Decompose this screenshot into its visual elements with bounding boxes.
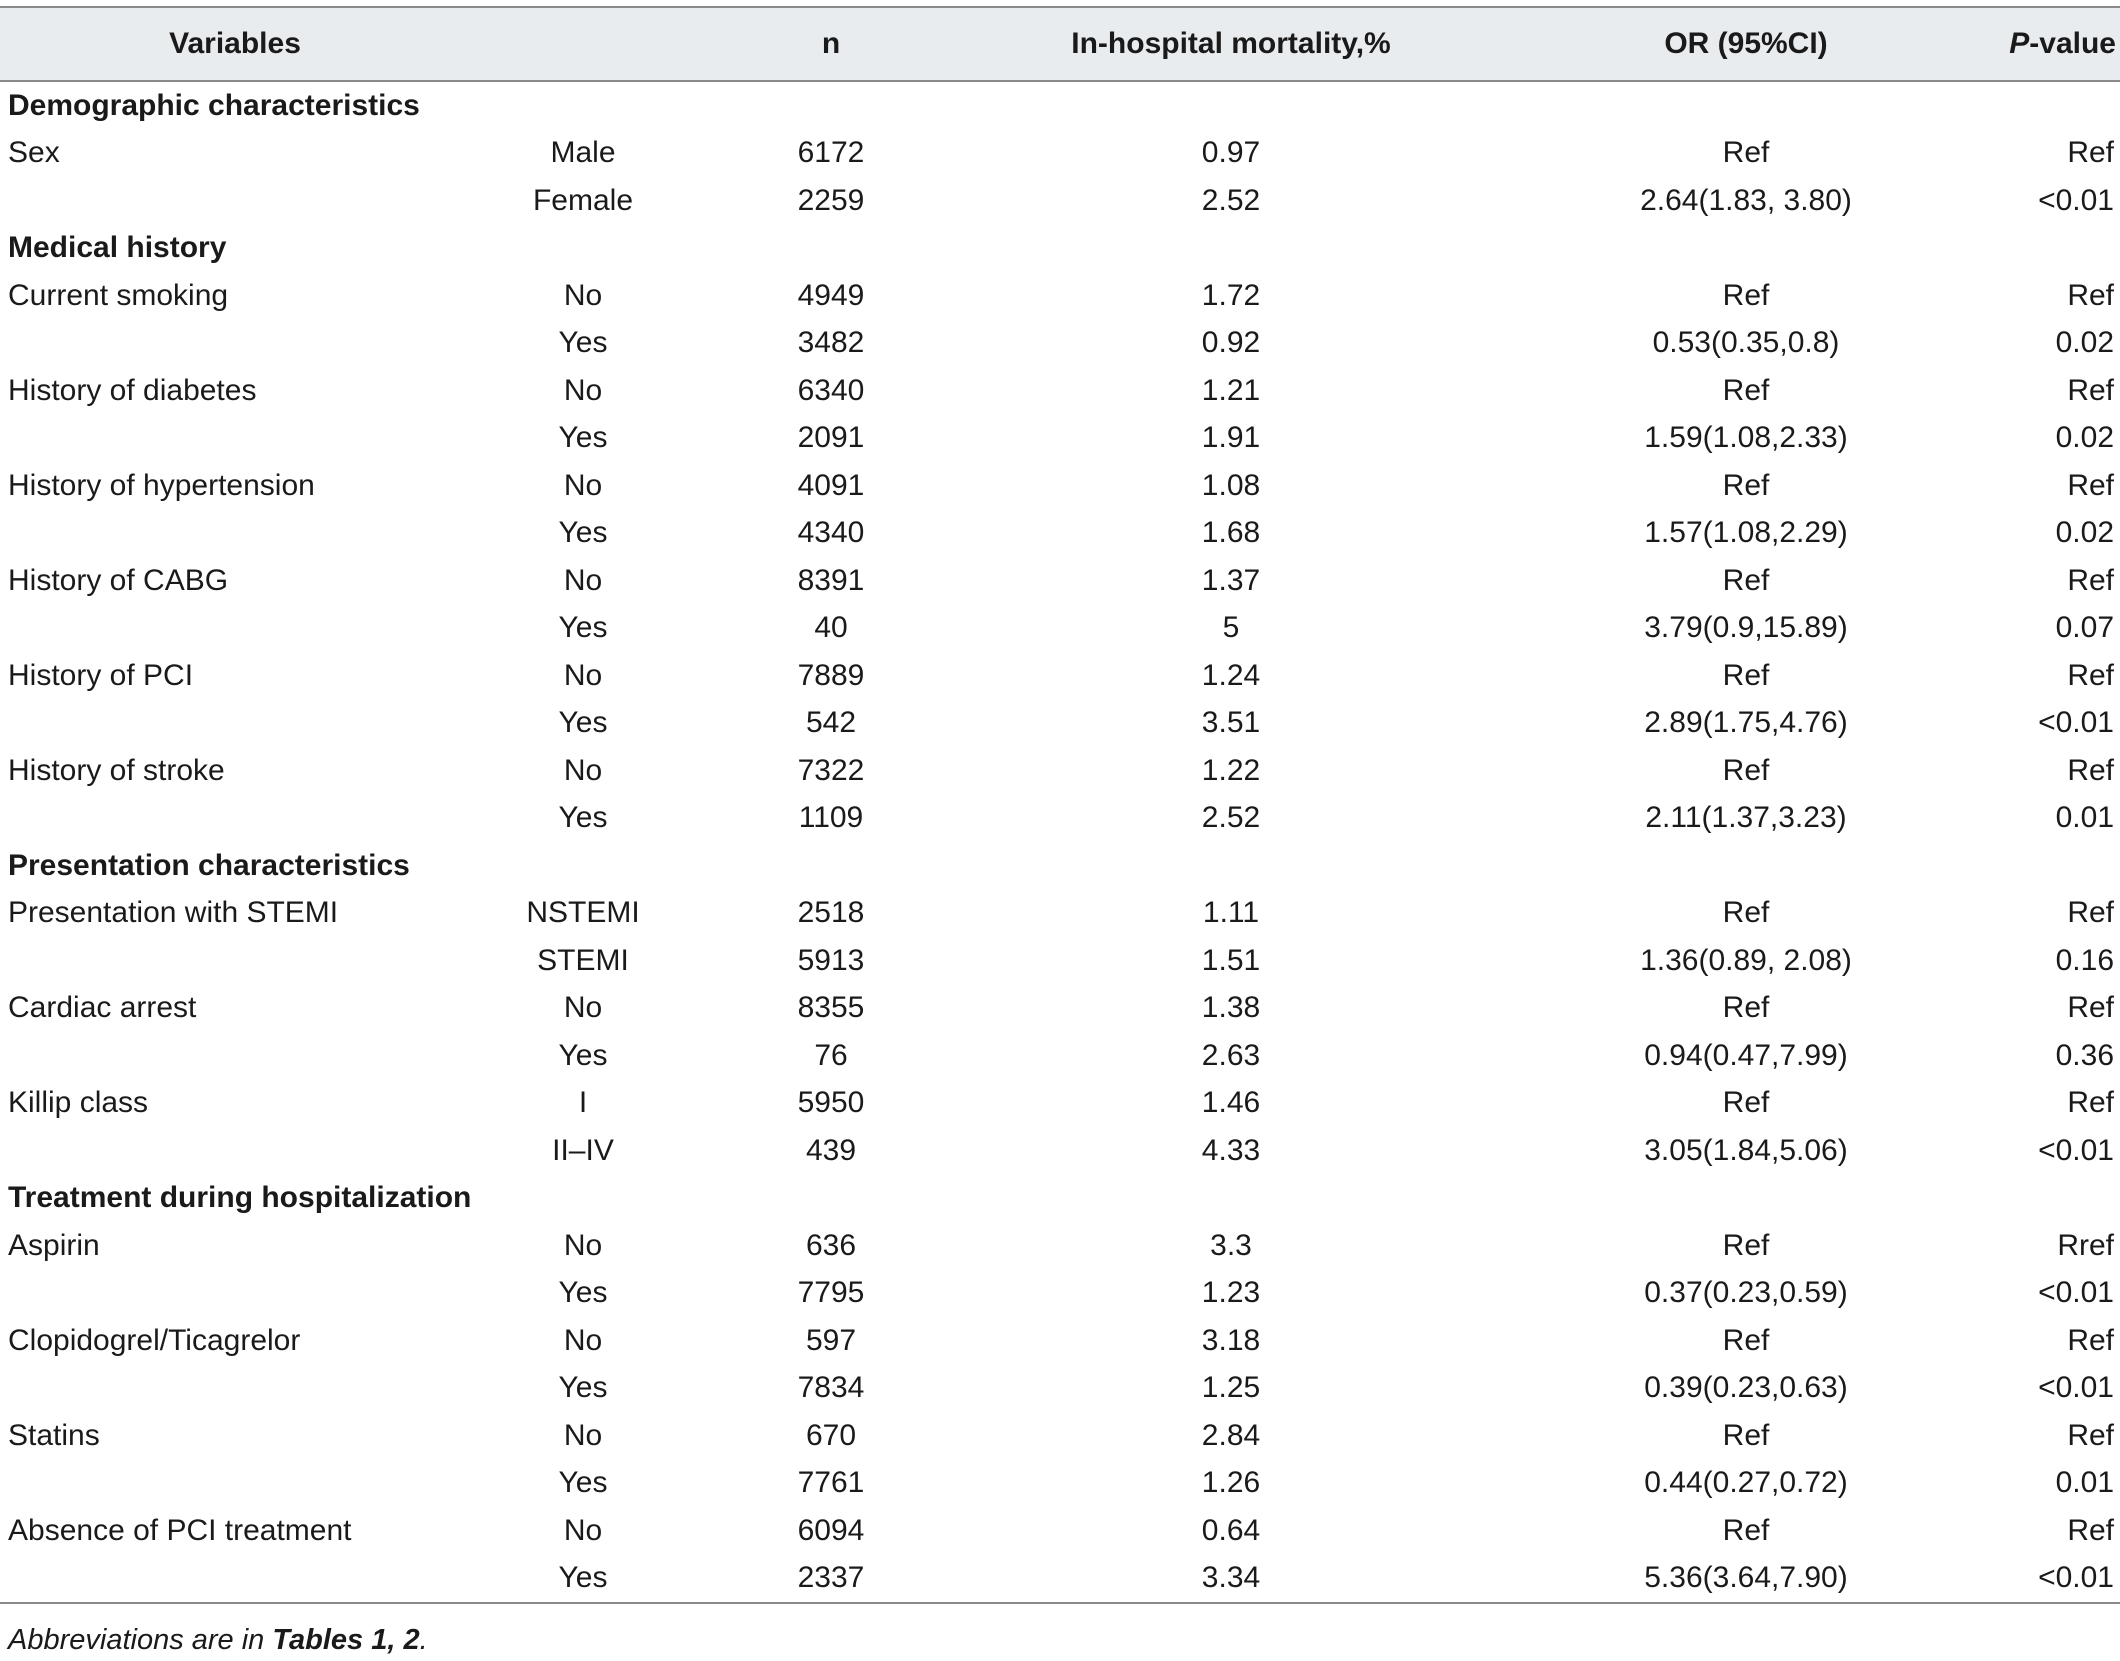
variable-cell	[0, 1270, 470, 1318]
variable-cell	[0, 700, 470, 748]
or-cell: 3.79(0.9,15.89)	[1644, 611, 1848, 645]
or-cell: Ref	[1722, 1418, 1770, 1452]
p-value-cell: Ref	[2067, 991, 2114, 1025]
level-cell: No	[563, 468, 603, 502]
p-value-cell: Ref	[2067, 563, 2114, 597]
p-value-cell: 0.36	[2055, 1038, 2114, 1072]
table-row	[0, 652, 2120, 700]
n-cell: 542	[805, 706, 857, 740]
table-row	[0, 1270, 2120, 1318]
mortality-cell: 3.51	[1201, 706, 1261, 740]
mortality-cell: 1.08	[1201, 468, 1261, 502]
n-cell: 7761	[797, 1466, 865, 1500]
or-cell: Ref	[1722, 991, 1770, 1025]
p-value-cell: Ref	[2067, 1086, 2114, 1120]
mortality-cell: 1.11	[1202, 896, 1260, 930]
variable-cell	[0, 1365, 470, 1413]
mortality-cell: 1.38	[1201, 991, 1261, 1025]
level-cell: No	[563, 1323, 603, 1357]
n-cell: 7322	[797, 753, 865, 787]
or-cell: Ref	[1722, 563, 1770, 597]
n-cell: 1109	[798, 801, 864, 835]
p-value-cell: Ref	[2067, 1418, 2114, 1452]
n-cell: 4340	[797, 516, 865, 550]
footnote-prefix: Abbreviations are in	[8, 1624, 273, 1656]
mortality-cell: 1.24	[1201, 658, 1261, 692]
header-variables: Variables	[0, 7, 470, 81]
p-value-cell: 0.02	[2055, 516, 2114, 550]
table-row	[0, 272, 2120, 320]
p-value-cell: Ref	[2067, 1513, 2114, 1547]
level-cell: No	[563, 1513, 603, 1547]
mortality-cell: 0.64	[1201, 1513, 1261, 1547]
p-value-cell: Ref	[2067, 373, 2114, 407]
n-cell: 7889	[797, 658, 865, 692]
mortality-cell: 0.92	[1201, 326, 1261, 360]
level-cell: No	[563, 753, 603, 787]
level-cell: No	[563, 658, 603, 692]
level-cell: Yes	[558, 1038, 608, 1072]
variable-cell: Sex	[8, 136, 60, 170]
or-cell: Ref	[1722, 278, 1770, 312]
table-row	[0, 1412, 2120, 1460]
mortality-cell: 1.91	[1201, 421, 1261, 455]
p-value-cell: Ref	[2067, 896, 2114, 930]
p-value-cell: Ref	[2067, 468, 2114, 502]
results-table	[0, 6, 2120, 1604]
n-cell: 4949	[797, 278, 865, 312]
section-title: Treatment during hospitalization	[8, 1181, 472, 1215]
n-cell: 4091	[797, 468, 865, 502]
variable-cell: Killip class	[8, 1086, 149, 1120]
mortality-cell: 1.21	[1201, 373, 1261, 407]
table-row	[0, 1080, 2120, 1128]
header-level	[470, 7, 696, 81]
table-row	[0, 367, 2120, 415]
table-row	[0, 1032, 2120, 1080]
or-cell: 2.11(1.37,3.23)	[1645, 801, 1847, 835]
n-cell: 8355	[797, 991, 865, 1025]
table-row	[0, 177, 2120, 225]
mortality-cell: 0.97	[1201, 136, 1261, 170]
table-row	[0, 700, 2120, 748]
mortality-cell: 2.52	[1201, 801, 1261, 835]
mortality-cell: 1.37	[1201, 563, 1261, 597]
p-value-cell: 0.02	[2055, 421, 2114, 455]
mortality-cell: 1.46	[1201, 1086, 1261, 1120]
p-value-cell: 0.01	[2055, 801, 2114, 835]
section-title: Medical history	[8, 231, 227, 265]
or-cell: Ref	[1722, 1513, 1770, 1547]
level-cell: Yes	[558, 1466, 608, 1500]
or-cell: 3.05(1.84,5.06)	[1644, 1133, 1848, 1167]
or-cell: 0.37(0.23,0.59)	[1644, 1276, 1848, 1310]
variable-cell	[0, 1032, 470, 1080]
n-cell: 40	[814, 611, 848, 645]
n-cell: 3482	[797, 326, 865, 360]
p-value-cell: <0.01	[1996, 1555, 2120, 1604]
variable-cell	[0, 605, 470, 653]
level-cell: Yes	[558, 1371, 608, 1405]
level-cell: Yes	[558, 516, 608, 550]
table-row	[0, 1555, 2120, 1604]
table-row	[0, 1365, 2120, 1413]
variable-cell	[0, 320, 470, 368]
table-row	[0, 1460, 2120, 1508]
or-cell: 5.36(3.64,7.90)	[1496, 1555, 1996, 1604]
mortality-cell: 1.23	[1201, 1276, 1261, 1310]
table-row	[0, 557, 2120, 605]
p-value-cell: <0.01	[2038, 706, 2114, 740]
n-cell: 7834	[797, 1371, 865, 1405]
level-cell: No	[563, 563, 603, 597]
variable-cell	[0, 177, 470, 225]
mortality-cell: 2.52	[1201, 183, 1261, 217]
table-row	[0, 937, 2120, 985]
header-mortality: In-hospital mortality,%	[966, 7, 1496, 81]
table-row	[0, 415, 2120, 463]
p-value-cell: <0.01	[2038, 1133, 2114, 1167]
table-row	[0, 1317, 2120, 1365]
table-row	[0, 1222, 2120, 1270]
table-row	[0, 795, 2120, 843]
p-value-cell: <0.01	[2038, 1371, 2114, 1405]
table-row	[0, 747, 2120, 795]
or-cell: 0.53(0.35,0.8)	[1652, 326, 1840, 360]
n-cell: 7795	[797, 1276, 865, 1310]
table-row	[0, 890, 2120, 938]
footnote-table-ref: Tables 1, 2	[272, 1624, 420, 1656]
or-cell: Ref	[1722, 1323, 1770, 1357]
level-cell: No	[563, 1418, 603, 1452]
level-cell: II–IV	[552, 1133, 614, 1167]
or-cell: Ref	[1722, 468, 1770, 502]
or-cell: 2.64(1.83, 3.80)	[1640, 183, 1852, 217]
table-row	[0, 462, 2120, 510]
p-value-cell: Ref	[2067, 753, 2114, 787]
header-n: n	[696, 7, 966, 81]
variable-cell: Aspirin	[8, 1228, 100, 1262]
n-cell: 670	[805, 1418, 857, 1452]
n-cell: 6094	[797, 1513, 865, 1547]
level-cell: Yes	[558, 801, 608, 835]
variable-cell: History of hypertension	[8, 468, 315, 502]
level-cell: No	[563, 991, 603, 1025]
variable-cell: Statins	[8, 1418, 100, 1452]
n-cell: 6340	[797, 373, 865, 407]
level-cell: No	[563, 278, 603, 312]
table-row	[0, 1507, 2120, 1555]
mortality-cell: 2.63	[1201, 1038, 1261, 1072]
or-cell: Ref	[1722, 136, 1770, 170]
n-cell: 2091	[797, 421, 865, 455]
mortality-cell: 3.3	[1210, 1228, 1252, 1262]
level-cell: Female	[532, 183, 634, 217]
mortality-cell: 5	[1222, 611, 1240, 645]
table-row	[0, 130, 2120, 178]
n-cell: 8391	[797, 563, 865, 597]
level-cell: Yes	[470, 1555, 696, 1604]
level-cell: NSTEMI	[526, 896, 640, 930]
or-cell: 0.44(0.27,0.72)	[1644, 1466, 1848, 1500]
level-cell: Yes	[558, 611, 608, 645]
p-value-cell: Rref	[2057, 1228, 2114, 1262]
header-p-rest: -value	[2029, 27, 2116, 60]
mortality-cell: 3.18	[1201, 1323, 1261, 1357]
p-value-cell: 0.02	[2055, 326, 2114, 360]
variable-cell	[0, 795, 470, 843]
or-cell: 1.36(0.89, 2.08)	[1640, 943, 1852, 977]
or-cell: Ref	[1722, 373, 1770, 407]
variable-cell: Cardiac arrest	[8, 991, 197, 1025]
p-value-cell: 0.07	[2055, 611, 2114, 645]
p-value-cell: Ref	[2067, 136, 2114, 170]
p-value-cell: <0.01	[2038, 1276, 2114, 1310]
mortality-cell: 4.33	[1201, 1133, 1261, 1167]
or-cell: Ref	[1722, 753, 1770, 787]
variable-cell: History of CABG	[8, 563, 229, 597]
level-cell: Yes	[558, 706, 608, 740]
table-row	[0, 985, 2120, 1033]
variable-cell: History of diabetes	[8, 373, 257, 407]
mortality-cell: 1.51	[1201, 943, 1261, 977]
p-value-cell: 0.01	[2055, 1466, 2114, 1500]
n-cell: 2337	[696, 1555, 966, 1604]
variable-cell: History of stroke	[8, 753, 225, 787]
table-body	[0, 81, 2120, 1603]
header-p-value	[1996, 7, 2120, 81]
n-cell: 636	[805, 1228, 857, 1262]
or-cell: 2.89(1.75,4.76)	[1644, 706, 1848, 740]
level-cell: No	[563, 373, 603, 407]
header-or: OR (95%CI)	[1496, 7, 1996, 81]
p-value-cell: <0.01	[2038, 183, 2114, 217]
table-footnote	[8, 1624, 428, 1657]
section-header-row	[0, 1175, 2120, 1223]
level-cell: No	[563, 1228, 603, 1262]
variable-cell: Current smoking	[8, 278, 229, 312]
section-title: Presentation characteristics	[8, 848, 410, 882]
variable-cell: Clopidogrel/Ticagrelor	[8, 1323, 301, 1357]
or-cell: Ref	[1722, 1228, 1770, 1262]
n-cell: 2259	[797, 183, 865, 217]
mortality-cell: 3.34	[966, 1555, 1496, 1604]
level-cell: STEMI	[537, 943, 629, 977]
mortality-cell: 2.84	[1201, 1418, 1261, 1452]
table-row	[0, 510, 2120, 558]
table-row	[0, 1127, 2120, 1175]
variable-cell: History of PCI	[8, 658, 194, 692]
section-title: Demographic characteristics	[8, 88, 420, 122]
n-cell: 2518	[797, 896, 865, 930]
footnote-suffix: .	[419, 1624, 428, 1656]
or-cell: 0.94(0.47,7.99)	[1644, 1038, 1848, 1072]
mortality-cell: 1.68	[1201, 516, 1261, 550]
n-cell: 439	[805, 1133, 857, 1167]
section-header-row	[0, 81, 2120, 130]
or-cell: 1.59(1.08,2.33)	[1644, 421, 1848, 455]
level-cell: Male	[550, 136, 616, 170]
or-cell: 0.39(0.23,0.63)	[1644, 1371, 1848, 1405]
or-cell: Ref	[1722, 1086, 1770, 1120]
n-cell: 5913	[797, 943, 865, 977]
table-row	[0, 320, 2120, 368]
section-header-row	[0, 842, 2120, 890]
n-cell: 76	[814, 1038, 848, 1072]
variable-cell	[0, 937, 470, 985]
variable-cell	[0, 1460, 470, 1508]
variable-cell	[0, 510, 470, 558]
p-value-cell: Ref	[2067, 278, 2114, 312]
variable-cell	[0, 1127, 470, 1175]
p-value-cell: Ref	[2067, 1323, 2114, 1357]
n-cell: 5950	[797, 1086, 865, 1120]
level-cell: Yes	[558, 1276, 608, 1310]
p-value-cell: Ref	[2067, 658, 2114, 692]
header-row	[0, 7, 2120, 81]
or-cell: Ref	[1722, 658, 1770, 692]
header-p-italic: P	[2009, 27, 2030, 60]
variable-cell: Absence of PCI treatment	[8, 1513, 352, 1547]
section-header-row	[0, 225, 2120, 273]
variable-cell: Presentation with STEMI	[8, 896, 339, 930]
p-value-cell: 0.16	[2055, 943, 2114, 977]
mortality-cell: 1.22	[1201, 753, 1261, 787]
table-header	[0, 7, 2120, 81]
mortality-cell: 1.26	[1201, 1466, 1261, 1500]
n-cell: 597	[805, 1323, 857, 1357]
level-cell: Yes	[558, 326, 608, 360]
table-row	[0, 605, 2120, 653]
n-cell: 6172	[797, 136, 865, 170]
or-cell: 1.57(1.08,2.29)	[1644, 516, 1848, 550]
level-cell: Yes	[558, 421, 608, 455]
variable-cell	[0, 415, 470, 463]
variable-cell	[0, 1555, 470, 1604]
or-cell: Ref	[1722, 896, 1770, 930]
mortality-cell: 1.72	[1201, 278, 1261, 312]
level-cell: I	[578, 1086, 588, 1120]
mortality-cell: 1.25	[1201, 1371, 1261, 1405]
